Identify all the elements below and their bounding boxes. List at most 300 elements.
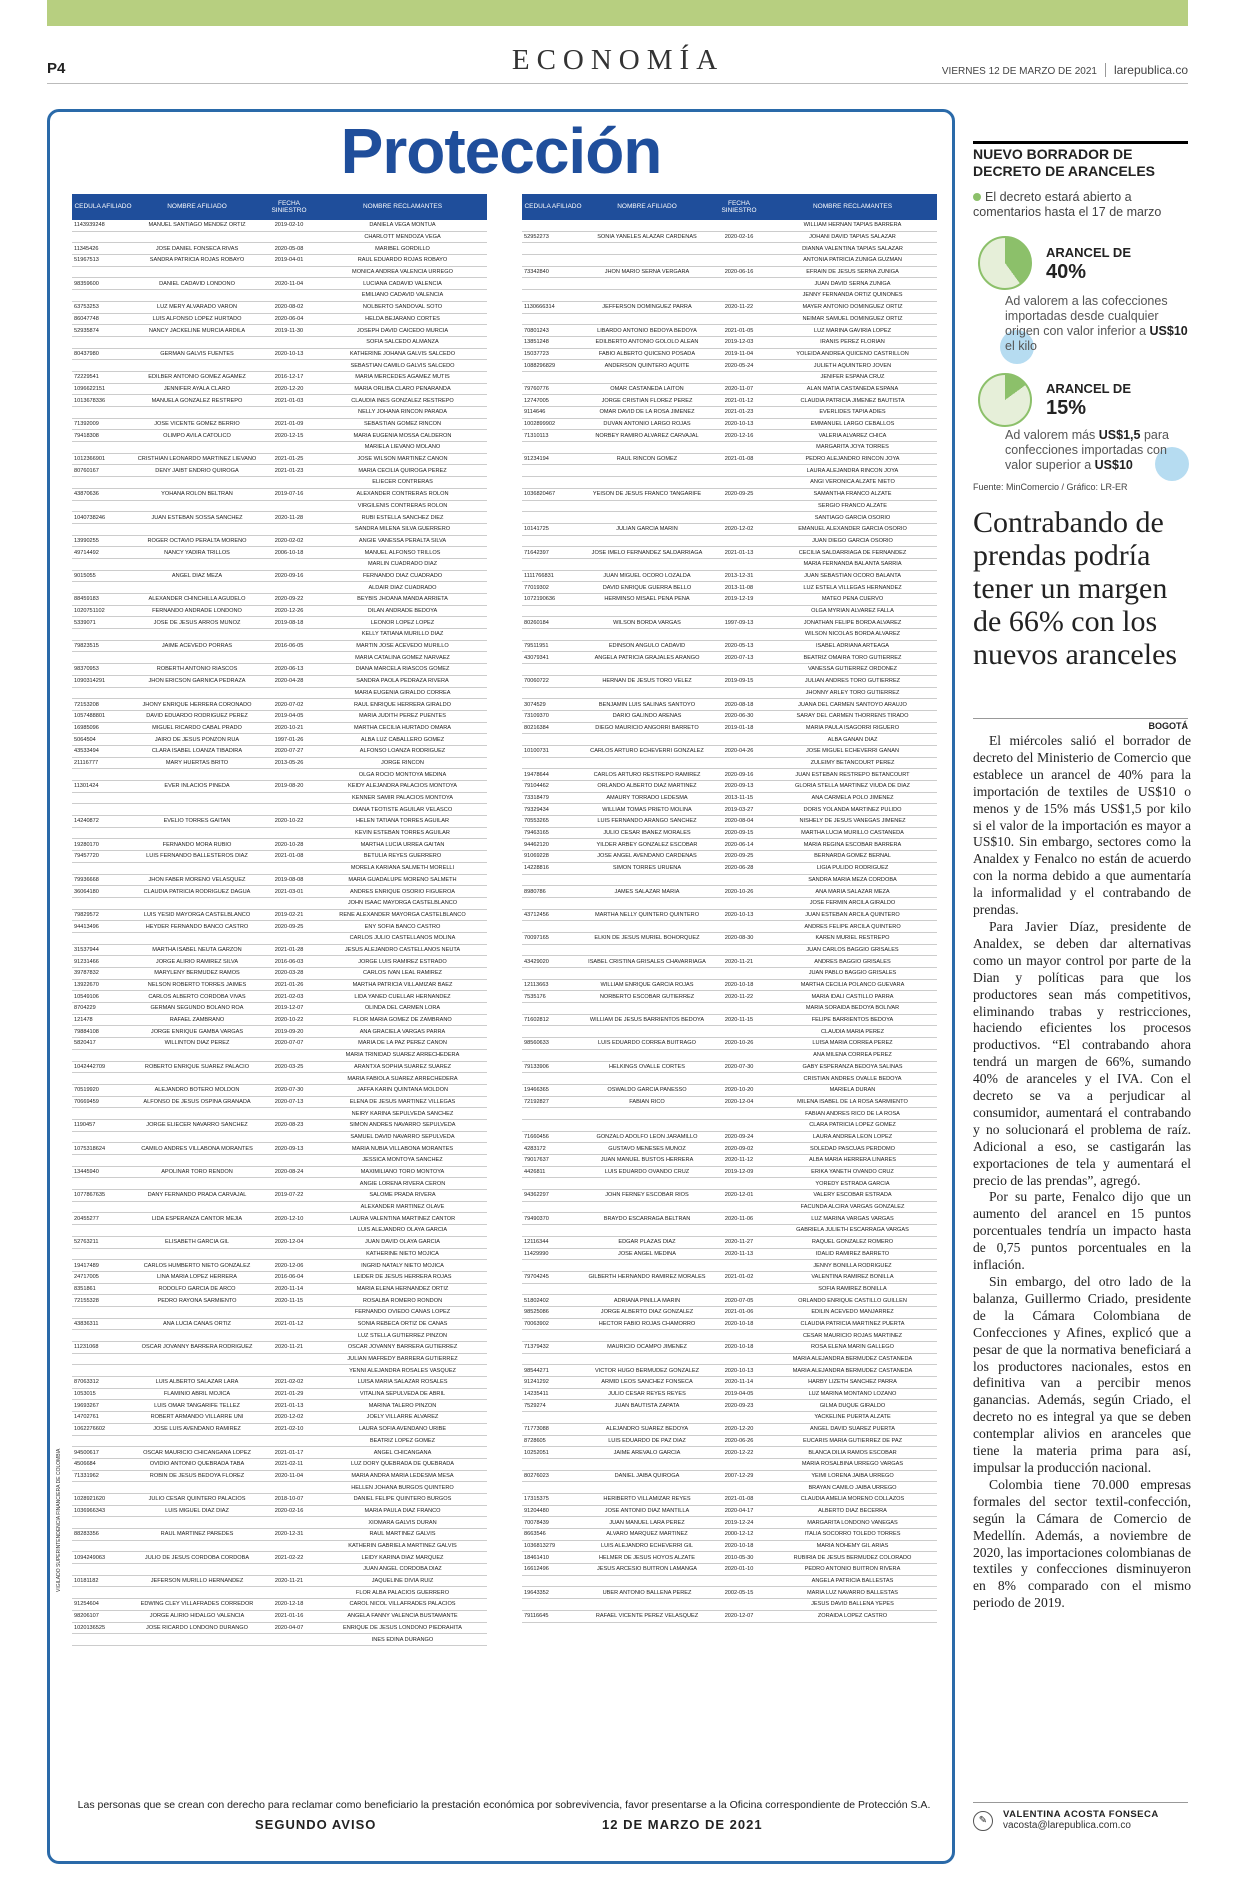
afiliado-cell: ANGEL DIAZ MEZA	[171, 572, 223, 579]
table-row	[72, 781, 487, 793]
reclamante-cell: VIRGILENIS CONTRERAS ROLON	[357, 502, 448, 509]
fecha-cell: 2020-11-21	[274, 1344, 304, 1351]
fecha-cell: 2020-08-18	[724, 701, 754, 708]
table-row	[72, 968, 487, 980]
afiliado-cell: JOSE DANIEL FONSECA RIVAS	[155, 245, 239, 252]
reclamante-cell: MILENA ISABEL DE LA ROSA SARMIENTO	[797, 1098, 908, 1105]
cedula-cell: 43429020	[524, 958, 549, 965]
reclamante-cell: LAURA ANDREA LEON LOPEZ	[812, 1133, 893, 1140]
cedula-cell: 19466365	[524, 1087, 549, 1094]
table-body	[522, 220, 937, 1623]
afiliado-cell: JAIME ACEVEDO PORRAS	[161, 643, 233, 650]
afiliado-cell: YOHANA ROLON BELTRAN	[161, 491, 233, 498]
reclamante-cell: MARIA FABIOLA SUAREZ ARRECHEDERA	[347, 1075, 458, 1082]
cedula-cell: 70553265	[524, 818, 549, 825]
cedula-cell: 19280170	[74, 841, 99, 848]
fecha-cell: 2020-04-07	[274, 1624, 304, 1631]
reclamante-cell: MARIELA LIEVANO MOLANO	[364, 444, 441, 451]
reclamante-cell: IRANIS PEREZ FLORIAN	[820, 339, 885, 346]
reclamante-cell: RUBI ESTELLA SANCHEZ DIEZ	[361, 514, 444, 521]
table-row	[522, 232, 937, 244]
table-row	[522, 1260, 937, 1272]
reclamante-cell: MARIA EUGENIA GIRALDO CORREA	[354, 689, 451, 696]
table-row	[72, 442, 487, 454]
cedula-cell: 70669459	[74, 1098, 99, 1105]
table-row	[72, 1494, 487, 1506]
reclamante-cell: SIMON ANDRES NAVARRO SEPULVEDA	[349, 1122, 456, 1129]
afiliado-cell: VICTOR HUGO BERMUDEZ GONZALEZ	[594, 1367, 699, 1374]
reclamante-cell: MARIA ANDRA MARIA LEDESMA MESA	[351, 1472, 454, 1479]
table-row	[72, 676, 487, 688]
afiliado-cell: OMAR DAVID DE LA ROSA JIMENEZ	[599, 409, 695, 416]
cedula-cell: 17315375	[524, 1496, 549, 1503]
table-row	[72, 1564, 487, 1576]
table-row	[72, 255, 487, 267]
col-cedula: CEDULA AFILIADO	[524, 203, 582, 211]
reclamante-cell: MARIA PAULA DIAZ FRANCO	[364, 1507, 441, 1514]
table-row	[522, 758, 937, 770]
cedula-cell: 8351861	[74, 1285, 96, 1292]
fecha-cell: 2020-12-01	[724, 1192, 754, 1199]
cedula-cell: 70060722	[524, 678, 549, 685]
fecha-cell: 2020-01-10	[724, 1566, 754, 1573]
afiliado-cell: CARLOS ALBERTO CORDOBA VIVAS	[148, 993, 246, 1000]
cedula-cell: 80437980	[74, 350, 99, 357]
fecha-cell: 2020-06-04	[274, 315, 304, 322]
table-row	[522, 559, 937, 571]
afiliado-cell: JUAN ESTEBAN SOSSA SANCHEZ	[151, 514, 243, 521]
afiliado-cell: JOSE DE JESUS ARROS MUÑOZ	[153, 619, 241, 626]
fecha-cell: 2019-12-09	[724, 1169, 754, 1176]
cedula-cell: 1020751102	[74, 608, 105, 615]
cedula-cell: 91254604	[74, 1601, 99, 1608]
col-reclamantes: NOMBRE RECLAMANTES	[812, 203, 893, 211]
table-row	[72, 1354, 487, 1366]
fecha-cell: 2019-02-10	[274, 222, 304, 229]
fecha-cell: 2020-10-13	[274, 350, 304, 357]
table-row	[72, 839, 487, 851]
cedula-cell: 98560633	[524, 1040, 549, 1047]
cedula-cell: 86047748	[74, 315, 99, 322]
table-row	[522, 278, 937, 290]
afiliado-cell: LUIS YESID MAYORGA CASTELBLANCO	[143, 911, 251, 918]
reclamante-cell: GLORIA STELLA MARTINEZ VIUDA DE DIAZ	[795, 783, 910, 790]
reclamante-cell: MARIA ALEJANDRA BERMUDEZ CASTANEDA	[792, 1367, 913, 1374]
reclamante-cell: HARBY LIZETH SANCHEZ PARRA	[808, 1379, 897, 1386]
fecha-cell: 2020-05-24	[724, 362, 754, 369]
table-row	[72, 1307, 487, 1319]
fecha-cell: 2020-09-02	[724, 1145, 754, 1152]
cedula-cell: 73109370	[524, 713, 549, 720]
fecha-cell: 2019-04-05	[724, 1391, 754, 1398]
reclamante-cell: MARTHA CECILIA HURTADO OMARA	[354, 724, 451, 731]
cedula-cell: 1053015	[74, 1391, 96, 1398]
afiliado-cell: ELKIN DE JESUS MURIEL BOHORQUEZ	[594, 935, 700, 942]
cedula-cell: 1020136525	[74, 1624, 106, 1631]
fecha-cell: 2020-11-13	[724, 1250, 754, 1257]
fecha-cell: 2019-11-04	[724, 350, 754, 357]
table-row	[522, 243, 937, 255]
table-row	[72, 524, 487, 536]
reclamante-cell: MATEO PEÑA CUERVO	[821, 596, 884, 603]
cedula-cell: 49714492	[74, 549, 99, 556]
comment-icon[interactable]: ✎	[973, 1811, 993, 1831]
fecha-cell: 2020-04-26	[724, 748, 754, 755]
reclamante-cell: SALOME PRADA RIVERA	[369, 1192, 436, 1199]
reclamante-cell: MARIA TRINIDAD SUAREZ ARRECHEDERA	[345, 1052, 460, 1059]
cedula-cell: 13851248	[524, 339, 549, 346]
table-header	[522, 194, 937, 220]
reclamante-cell: MARIA LUZ NAVARRO BALLESTAS	[806, 1589, 899, 1596]
cedula-cell: 19643352	[524, 1589, 549, 1596]
table-row	[522, 606, 937, 618]
cedula-cell: 8728605	[524, 1437, 546, 1444]
fecha-cell: 2020-12-16	[724, 432, 754, 439]
reclamante-cell: FELIPE BARRIENTOS BEDOYA	[811, 1017, 894, 1024]
reclamante-cell: LUIS ALEJANDRO OLAYA GARCIA	[357, 1227, 448, 1234]
reclamante-cell: ANGIE LORENA RIVERA CERON	[359, 1180, 446, 1187]
afiliado-cell: EDINSON ANGULO CADAVID	[608, 643, 686, 650]
afiliado-cell: JULIO DE JESUS CORDOBA CORDOBA	[144, 1554, 250, 1561]
fecha-cell: 2020-07-13	[274, 1098, 304, 1105]
fecha-cell: 2020-12-06	[274, 1262, 304, 1269]
afiliado-cell: HEYDER FERNANDO BANCO CASTRO	[145, 923, 249, 930]
reclamante-cell: SAMANTHA FRANCO ALZATE	[813, 491, 892, 498]
table-row	[72, 1330, 487, 1342]
table-row	[72, 407, 487, 419]
afiliado-cell: SIMON TORRES URUEÑA	[612, 865, 682, 872]
table-row	[522, 1319, 937, 1331]
cedula-cell: 52935874	[74, 327, 99, 334]
cedula-cell: 9015055	[74, 572, 96, 579]
reclamante-cell: RAQUEL GONZALEZ ROMERO	[811, 1239, 894, 1246]
reclamante-cell: MARIA ORLIBA CLARO PEÑARANDA	[354, 385, 451, 392]
reclamante-cell: RAUL EDUARDO ROJAS ROBAYO	[357, 257, 448, 264]
afiliado-cell: DANY FERNANDO PRADA CARVAJAL	[147, 1192, 247, 1199]
afiliado-cell: JORGE ENRIQUE GAMBA VARGAS	[150, 1028, 244, 1035]
author-email[interactable]: vacosta@larepublica.com.co	[1003, 1820, 1131, 1831]
afiliado-cell: APOLINAR TORO RENDON	[161, 1169, 233, 1176]
fecha-cell: 1997-01-26	[274, 736, 304, 743]
fecha-cell: 2020-02-16	[724, 234, 754, 241]
cedula-cell: 1028921620	[74, 1496, 106, 1503]
reclamante-cell: JORGE RINCON	[381, 759, 424, 766]
fecha-cell: 2021-01-06	[724, 1309, 754, 1316]
table-row	[522, 629, 937, 641]
reclamante-cell: EMMANUEL LARGO CEBALLOS	[810, 421, 895, 428]
fecha-cell: 2020-09-23	[724, 1402, 754, 1409]
table-row	[522, 384, 937, 396]
table-row	[72, 360, 487, 372]
cedula-cell: 80276023	[524, 1472, 549, 1479]
reclamante-cell: ANDRES BAGGIO GRISALES	[814, 958, 891, 965]
afiliado-cell: LUIS FERNANDO ARANGO SANCHEZ	[597, 818, 697, 825]
cedula-cell: 1190457	[74, 1122, 96, 1129]
reclamante-cell: MARIA EUGENIA MOSSA CALDERON	[353, 432, 452, 439]
reclamante-cell: ERIKA YANETH OVANDO CRUZ	[811, 1169, 894, 1176]
table-row	[522, 1108, 937, 1120]
afiliado-cell: JORGE CRISTIAN FLOREZ PEREZ	[601, 397, 693, 404]
afiliado-cell: EVELIO TORRES GAITAN	[163, 818, 231, 825]
afiliado-cell: RAFAEL VICENTE PEREZ VELASQUEZ	[595, 1613, 699, 1620]
cedula-cell: 71310113	[524, 432, 549, 439]
cedula-cell: 43533494	[74, 748, 99, 755]
fecha-cell: 2020-10-18	[724, 1344, 754, 1351]
cedula-cell: 1012366901	[74, 456, 106, 463]
fecha-cell: 2021-01-08	[724, 456, 754, 463]
reclamante-cell: KEVIN ESTEBAN TORRES AGUILAR	[355, 830, 450, 837]
reclamante-cell: KAREN MURIEL RESTREPO	[815, 935, 890, 942]
fecha-cell: 2020-09-16	[724, 771, 754, 778]
table-row	[72, 1178, 487, 1190]
fecha-cell: 2019-01-18	[724, 724, 754, 731]
notice-text: Las personas que se crean con derecho para reclamar como beneficiario la prestación económica por sobrevivencia, favor presentarse a la Oficina correspondiente de Protección S.A.	[77, 1799, 931, 1811]
afiliado-cell: LIBARDO ANTONIO BEDOYA BEDOYA	[597, 327, 697, 334]
table-row	[72, 629, 487, 641]
fecha-cell: 2020-10-28	[274, 841, 304, 848]
reclamante-cell: HELLEN JOHANA BURGOS QUINTERO	[351, 1484, 454, 1491]
reclamante-cell: PEDRO ANTONIO BUITRON RIVERA	[804, 1566, 901, 1573]
tariff-2-label: ARANCEL DE	[1046, 381, 1131, 396]
fecha-cell: 2019-12-24	[724, 1519, 754, 1526]
reclamante-cell: INGRID NATALY NIETO MOJICA	[361, 1262, 444, 1269]
table-row	[72, 1213, 487, 1225]
table-row	[72, 384, 487, 396]
reclamante-cell: YOLEIDA ANDREA QUICENO CASTRILLON	[796, 350, 909, 357]
cedula-cell: 98370953	[74, 666, 99, 673]
article-paragraph: Colombia tiene 70.000 empresas formales del sector textil-confección, según la Cámara de Comercio de Medellín. Además, a noviembre de 2020, las importaciones colombianas de textiles y confecciones disminuyeron en 8% comparado con el mismo periodo de 2019.	[973, 1476, 1191, 1611]
fecha-cell: 2019-03-27	[724, 806, 754, 813]
afiliado-cell: JORGE ALIRIO HIDALGO VALENCIA	[149, 1613, 245, 1620]
table-row	[72, 1576, 487, 1588]
table-row	[72, 617, 487, 629]
afiliado-cell: YEISON DE JESUS FRANCO TANGARIFE	[592, 491, 702, 498]
table-row	[522, 220, 937, 232]
fecha-cell: 1997-09-13	[724, 619, 754, 626]
table-row	[72, 278, 487, 290]
cedula-cell: 14702761	[74, 1414, 99, 1421]
reclamante-cell: GABRIELA JULIETH ESCARRAGA VARGAS	[796, 1227, 909, 1234]
table-row	[522, 676, 937, 688]
afiliado-cell: FABIO ALBERTO QUICENO POSADA	[598, 350, 696, 357]
cedula-cell: 87063312	[74, 1379, 99, 1386]
afiliado-cell: EDILBERTO ANTONIO GOLOLO ALEAN	[595, 339, 699, 346]
table-row	[522, 1506, 937, 1518]
afiliado-cell: JUAN MANUEL BUSTOS HERRERA	[600, 1157, 694, 1164]
fecha-cell: 2021-01-09	[274, 421, 304, 428]
table-row	[522, 816, 937, 828]
table-row	[522, 337, 937, 349]
cedula-cell: 13922670	[74, 982, 99, 989]
table-row	[522, 1003, 937, 1015]
reclamante-cell: VITALINA SEPULVEDA DE ABRIL	[359, 1391, 446, 1398]
cedula-cell: 4426811	[524, 1169, 546, 1176]
cedula-cell: 4283172	[524, 1145, 546, 1152]
reclamante-cell: JUAN SEBASTIAN OCORO BALANTA	[804, 572, 901, 579]
afiliado-cell: ROBERTO ENRIQUE SUAREZ PALACIO	[144, 1063, 250, 1070]
table-row	[522, 1237, 937, 1249]
afiliado-cell: JOSE ANTONIO DIAZ MANTILLA	[604, 1507, 690, 1514]
reclamante-cell: KATHERINE NIETO MOJICA	[366, 1250, 439, 1257]
table-row	[72, 1506, 487, 1518]
cedula-cell: 5064504	[74, 736, 96, 743]
tariff-1-desc: Ad valorem a las cofecciones importadas desde cualquier origen con valor inferior a US$10 el kilo	[1005, 294, 1188, 353]
afiliado-cell: HERNAN DE JESUS TORO VELEZ	[602, 678, 692, 685]
reclamante-cell: LAURA SOFIA AVENDAÑO URIBE	[358, 1426, 447, 1433]
table-row	[72, 454, 487, 466]
cedula-cell: 8663546	[524, 1531, 546, 1538]
reclamante-cell: SERGIO FRANCO ALZATE	[818, 502, 887, 509]
table-row	[522, 477, 937, 489]
afiliado-cell: LUZ MERY ALVARADO VARON	[157, 304, 237, 311]
fecha-cell: 2020-12-22	[724, 1449, 754, 1456]
article-paragraph: El miércoles salió el borrador de decreto del Ministerio de Comercio que establece un arancel de 40% para la importación de textiles de US$10 o menos y de 15% más US$1,5 por kilo si el valor de la importación es mayor a US$10. Sin embargo, sectores como la Analdex y Fenalco no están de acuerdo con la norma debido a que aumentaría la informalidad y el contrabando de prendas.	[973, 733, 1191, 918]
cedula-cell: 1088296829	[524, 362, 556, 369]
fecha-cell: 2020-12-02	[724, 526, 754, 533]
cedula-cell: 79104462	[524, 783, 549, 790]
reclamante-cell: FLOR ALBA PALACIOS GUERRERO	[355, 1589, 450, 1596]
afiliado-cell: NANCY YADIRA TRILLOS	[164, 549, 230, 556]
reclamante-cell: SAMUEL DAVID NAVARRO SEPULVEDA	[350, 1133, 455, 1140]
afiliado-cell: GERMAN SEGUNDO BOLAÑO ROA	[150, 1005, 244, 1012]
table-row	[522, 1143, 937, 1155]
reclamante-cell: JOHANI DAVID TAPIAS SALAZAR	[809, 234, 896, 241]
table-row	[72, 688, 487, 700]
cedula-cell: 1062276602	[74, 1426, 106, 1433]
afiliado-cell: WILSON BORDA VARGAS	[613, 619, 681, 626]
afiliado-cell: JENNIFER AYALA CLARO	[163, 385, 231, 392]
table-row	[72, 1587, 487, 1599]
table-row	[522, 921, 937, 933]
reclamante-cell: MARTHA PATRICIA VILLAMIZAR BAEZ	[352, 982, 453, 989]
table-row	[522, 793, 937, 805]
afiliado-cell: BENJAMIN LUIS SALINAS SANTOYO	[598, 701, 696, 708]
afiliado-cell: ARMID LEOS SANCHEZ FONSECA	[601, 1379, 693, 1386]
reclamante-cell: ELIECER CONTRERAS	[372, 479, 433, 486]
fecha-cell: 2020-10-18	[724, 1320, 754, 1327]
reclamante-cell: FLOR MARIA GOMEZ DE ZAMBRANO	[353, 1017, 452, 1024]
reclamante-cell: LUZ MARINA MONTAÑO LOZANO	[808, 1391, 897, 1398]
tariff-2-desc: Ad valorem más US$1,5 para confecciones importadas con valor superior a US$10	[1005, 428, 1169, 472]
reclamante-cell: ROSALBA ROMERO RONDON	[362, 1297, 443, 1304]
afiliado-cell: FERNANDO ANDRADE LONDOÑO	[152, 608, 242, 615]
table-row	[522, 1225, 937, 1237]
table-row	[522, 804, 937, 816]
table-row	[72, 1062, 487, 1074]
reclamante-cell: EDILIN ACEVEDO MANJARREZ	[811, 1309, 894, 1316]
fecha-cell: 2021-02-02	[274, 1379, 304, 1386]
table-row	[522, 1167, 937, 1179]
cedula-cell: 79760776	[524, 385, 549, 392]
fecha-cell: 2020-10-20	[724, 1087, 754, 1094]
afiliado-cell: EDILBER ANTONIO GOMEZ AGAMEZ	[148, 374, 246, 381]
fecha-cell: 2020-12-07	[724, 1613, 754, 1620]
reclamante-cell: JOSEPH DAVID CAICEDO MURCIA	[356, 327, 449, 334]
cedula-cell: 1143939248	[74, 222, 105, 229]
afiliado-cell: MARTHA NELLY QUINTERO QUINTERO	[594, 911, 700, 918]
cedula-cell: 39787832	[74, 970, 99, 977]
reclamante-cell: SANDRA PAOLA PEDRAZA RIVERA	[356, 678, 449, 685]
afiliado-cell: CARLOS ARTURO RESTREPO RAMIREZ	[593, 771, 701, 778]
fecha-cell: 2020-11-15	[724, 1017, 754, 1024]
table-row	[72, 1260, 487, 1272]
cedula-cell: 11429990	[524, 1250, 549, 1257]
table-row	[522, 1295, 937, 1307]
reclamante-cell: ZULEIMY BETANCOURT PEREZ	[810, 759, 895, 766]
afiliado-cell: JEFERSON MURILLO HERNANDEZ	[150, 1578, 244, 1585]
afiliado-cell: JOSE VICENTE GOMEZ BERRIO	[154, 421, 240, 428]
table-row	[72, 243, 487, 255]
reclamante-cell: ALBA LUZ CABALLERO GOMEZ	[360, 736, 445, 743]
table-row	[72, 1471, 487, 1483]
site-name[interactable]: larepublica.co	[1105, 63, 1188, 77]
reclamante-cell: CESAR MAURICIO ROJAS MARTINEZ	[802, 1332, 903, 1339]
afiliado-cell: BRAYDO ESCARRAGA BELTRAN	[603, 1215, 691, 1222]
reclamante-cell: MARTHA LUCIA URREA GAITAN	[360, 841, 445, 848]
table-row	[522, 1576, 937, 1588]
afiliado-cell: WILLINTON DIAZ PEREZ	[164, 1040, 230, 1047]
table-row	[72, 758, 487, 770]
top-color-bar	[47, 0, 1188, 26]
reclamante-cell: LUZ MARINA GAVIRIA LOPEZ	[814, 327, 891, 334]
cedula-cell: 94500617	[74, 1449, 99, 1456]
cedula-cell: 94462120	[524, 841, 549, 848]
afiliado-cell: ANA LUCIA CAÑAS ORTIZ	[163, 1320, 231, 1327]
cedula-cell: 36064180	[74, 888, 99, 895]
afiliado-cell: JAMES SALAZAR MARIA	[614, 888, 680, 895]
reclamante-cell: VALERIA ALVAREZ CHICA	[818, 432, 887, 439]
table-row	[522, 688, 937, 700]
reclamante-cell: ANGELA FANNY VALENCIA BUSTAMANTE	[347, 1613, 458, 1620]
table-row	[522, 360, 937, 372]
reclamante-cell: CLAUDIA PATRICIA JIMENEZ BAUTISTA	[800, 397, 905, 404]
fecha-cell: 2020-10-22	[274, 1017, 304, 1024]
reclamante-cell: YENNI ALEJANDRA ROSALES VASQUEZ	[349, 1367, 456, 1374]
reclamante-cell: JESSICA MONTOYA SANCHEZ	[362, 1157, 443, 1164]
reclamante-cell: JAFFA KARIN QUINTANA MOLDON	[357, 1087, 448, 1094]
reclamante-cell: JUAN ESTEBAN RESTREPO BETANCOURT	[795, 771, 910, 778]
cedula-cell: 10181182	[74, 1578, 99, 1585]
table-row	[72, 991, 487, 1003]
fecha-cell: 2021-02-22	[274, 1554, 304, 1561]
table-row	[72, 1412, 487, 1424]
cedula-cell: 7529274	[524, 1402, 546, 1409]
cedula-cell: 94413496	[74, 923, 99, 930]
table-row	[522, 1494, 937, 1506]
cedula-cell: 91069228	[524, 853, 549, 860]
afiliado-cell: LUIS FERNANDO BALLESTEROS DIAZ	[146, 853, 248, 860]
dateline	[942, 63, 1188, 77]
afiliado-cell: MAURICIO OCAMPO JIMENEZ	[607, 1344, 687, 1351]
fecha-cell: 2020-11-22	[724, 304, 754, 311]
table-row	[72, 1634, 487, 1646]
fecha-cell: 2020-09-25	[724, 853, 754, 860]
cedula-cell: 71642397	[524, 549, 549, 556]
reclamante-cell: JESUS DAVID BALLENA YEPES	[811, 1601, 894, 1608]
afiliado-cell: JHON ERICSON GARNICA PEDRAZA	[148, 678, 246, 685]
table-row	[72, 1424, 487, 1436]
table-row	[72, 1249, 487, 1261]
table-row	[522, 1202, 937, 1214]
afiliado-cell: DAVID ENRIQUE GUERRA BELLO	[602, 584, 692, 591]
fecha-cell: 2021-01-25	[274, 456, 304, 463]
table-row	[522, 1155, 937, 1167]
afiliado-cell: JUAN BAUTISTA ZAPATA	[614, 1402, 680, 1409]
fecha-cell: 2020-12-31	[274, 1531, 304, 1538]
reclamante-cell: HELEN TATIANA TORRES AGUILAR	[355, 818, 450, 825]
reclamante-cell: GILMA DUQUE GIRALDO	[819, 1402, 886, 1409]
fecha-cell: 2021-02-03	[274, 993, 304, 1000]
